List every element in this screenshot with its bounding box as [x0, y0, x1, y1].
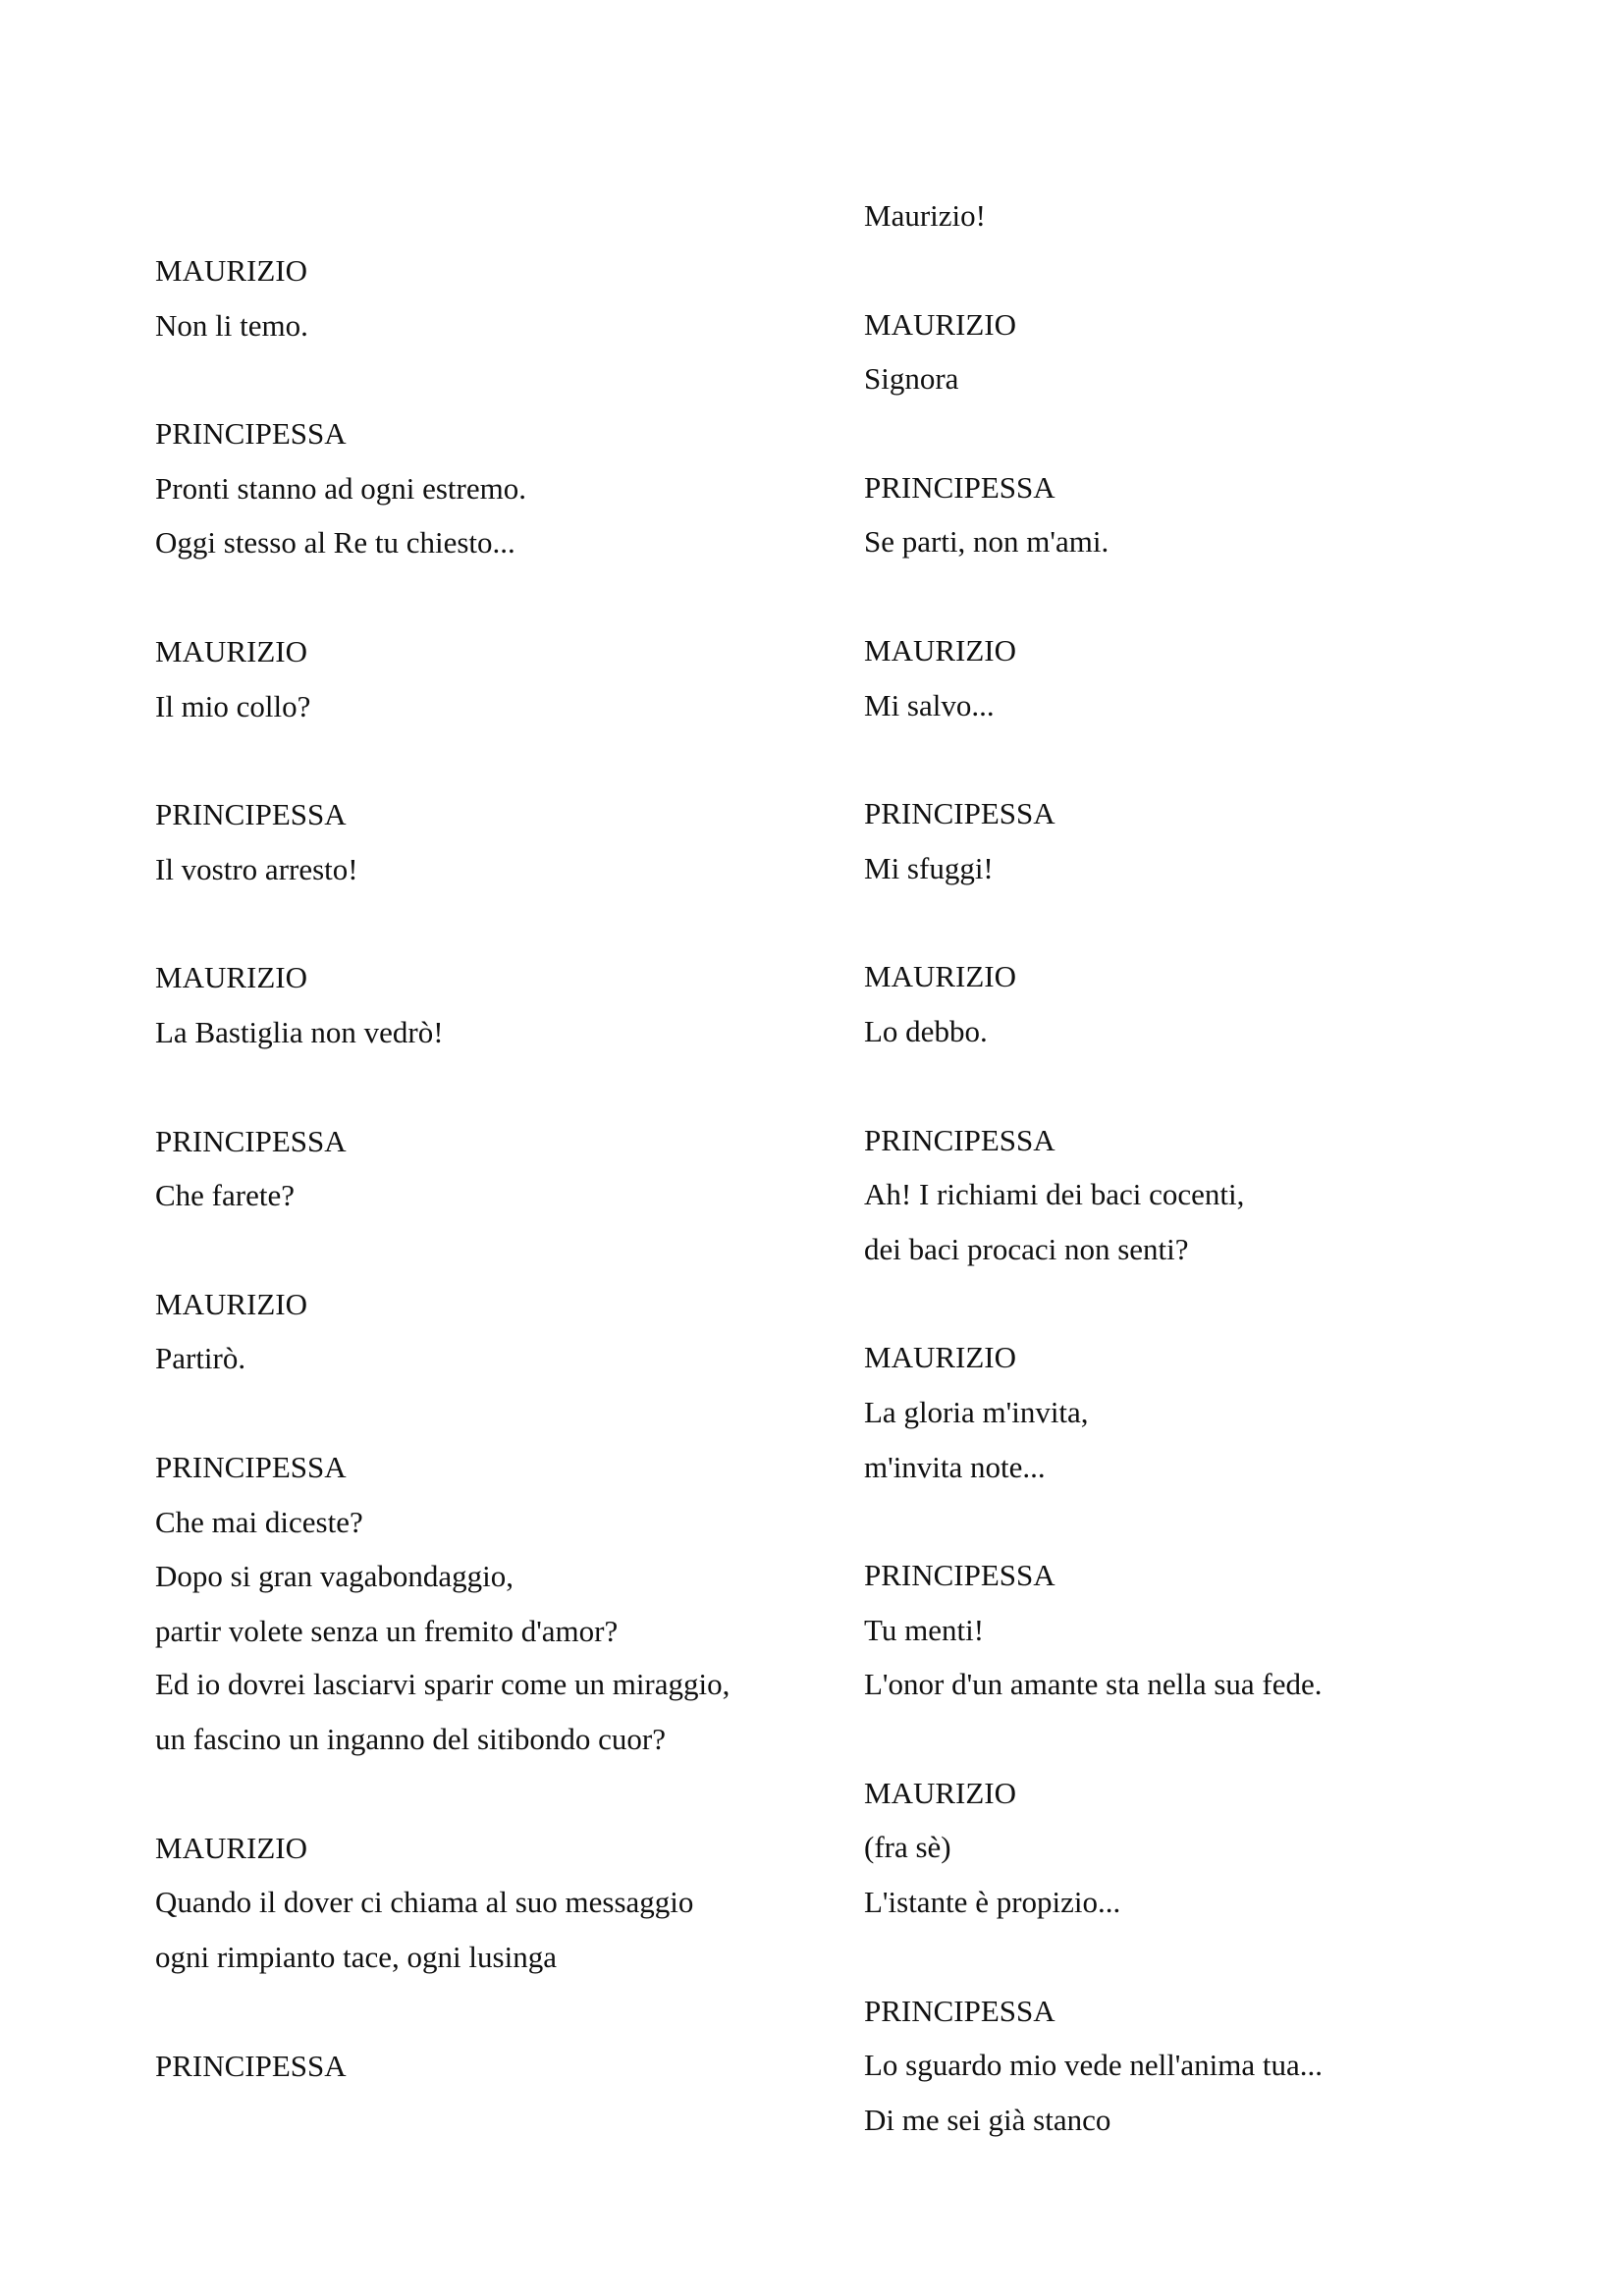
dialogue-block [155, 406, 764, 570]
dialogue-line: Il mio collo? [155, 688, 311, 723]
dialogue-line: Non li temo. [155, 307, 308, 343]
dialogue-block [864, 1766, 1473, 1930]
speaker-name: PRINCIPESSA [155, 2048, 347, 2083]
left-column [155, 243, 764, 2147]
dialogue-line: Che farete? [155, 1178, 295, 1213]
speaker-name: MAURIZIO [155, 1830, 307, 1865]
dialogue-block [155, 2039, 764, 2094]
dialogue-line: ogni rimpianto tace, ogni lusinga [155, 1940, 557, 1975]
dialogue-block [864, 1548, 1473, 1712]
dialogue-line: Il vostro arresto! [155, 851, 358, 886]
dialogue-block [155, 950, 764, 1059]
dialogue-block [864, 786, 1473, 895]
dialogue-block [864, 1984, 1473, 2148]
speaker-name: MAURIZIO [864, 959, 1016, 994]
dialogue-line: Che mai diceste? [155, 1504, 363, 1539]
dialogue-line: Mi salvo... [864, 687, 995, 722]
dialogue-block [155, 787, 764, 896]
speaker-name: MAURIZIO [155, 1286, 307, 1321]
dialogue-line: Partirò. [155, 1341, 246, 1376]
dialogue-block [155, 624, 764, 733]
speaker-name: MAURIZIO [155, 633, 307, 668]
speaker-name: PRINCIPESSA [864, 1993, 1055, 2028]
dialogue-line: Oggi stesso al Re tu chiesto... [155, 525, 515, 561]
speaker-name: MAURIZIO [864, 1775, 1016, 1810]
dialogue-line: Ed io dovrei lasciarvi sparir come un miraggio, [155, 1667, 730, 1702]
dialogue-line: L'istante è propizio... [864, 1885, 1121, 1920]
dialogue-block [155, 1277, 764, 1386]
dialogue-block [155, 1821, 764, 1985]
speaker-name: PRINCIPESSA [155, 1449, 347, 1484]
dialogue-block [864, 949, 1473, 1058]
speaker-name: PRINCIPESSA [864, 1558, 1055, 1593]
speaker-name: PRINCIPESSA [864, 796, 1055, 831]
stage-direction: (fra sè) [864, 1830, 951, 1865]
dialogue-line: Maurizio! [864, 198, 986, 233]
dialogue-block [155, 1440, 764, 1767]
dialogue-line: Se parti, non m'ami. [864, 524, 1109, 560]
dialogue-line: Signora [864, 361, 959, 397]
dialogue-line: Lo sguardo mio vede nell'anima tua... [864, 2048, 1324, 2083]
dialogue-line: La Bastiglia non vedrò! [155, 1014, 444, 1049]
dialogue-line: m'invita note... [864, 1449, 1046, 1484]
dialogue-line: Quando il dover ci chiama al suo messaggio [155, 1885, 694, 1920]
dialogue-line: Pronti stanno ad ogni estremo. [155, 470, 526, 506]
speaker-name: MAURIZIO [155, 960, 307, 995]
right-column [864, 188, 1473, 2201]
dialogue-line: Mi sfuggi! [864, 850, 994, 885]
dialogue-line: Di me sei già stanco [864, 2102, 1111, 2137]
dialogue-block [864, 188, 1473, 243]
speaker-name: PRINCIPESSA [864, 469, 1055, 505]
dialogue-line: L'onor d'un amante sta nella sua fede. [864, 1667, 1323, 1702]
dialogue-block [864, 1330, 1473, 1494]
speaker-name: PRINCIPESSA [864, 1122, 1055, 1157]
dialogue-line: Tu menti! [864, 1612, 985, 1647]
dialogue-line: dei baci procaci non senti? [864, 1231, 1189, 1266]
dialogue-line: un fascino un inganno del sitibondo cuor? [155, 1722, 667, 1757]
speaker-name: PRINCIPESSA [155, 797, 347, 832]
dialogue-line: Ah! I richiami dei baci cocenti, [864, 1177, 1245, 1212]
dialogue-block [864, 297, 1473, 406]
dialogue-block [864, 1113, 1473, 1277]
dialogue-block [864, 623, 1473, 732]
dialogue-block [155, 1114, 764, 1223]
dialogue-line: Lo debbo. [864, 1013, 988, 1048]
dialogue-block [155, 243, 764, 352]
speaker-name: MAURIZIO [864, 632, 1016, 667]
dialogue-block [864, 460, 1473, 569]
speaker-name: MAURIZIO [864, 1340, 1016, 1375]
speaker-name: MAURIZIO [155, 253, 307, 288]
speaker-name: MAURIZIO [864, 306, 1016, 342]
dialogue-line: La gloria m'invita, [864, 1394, 1089, 1429]
speaker-name: PRINCIPESSA [155, 1123, 347, 1158]
dialogue-line: Dopo si gran vagabondaggio, [155, 1559, 514, 1594]
speaker-name: PRINCIPESSA [155, 416, 347, 452]
dialogue-line: partir volete senza un fremito d'amor? [155, 1613, 619, 1648]
